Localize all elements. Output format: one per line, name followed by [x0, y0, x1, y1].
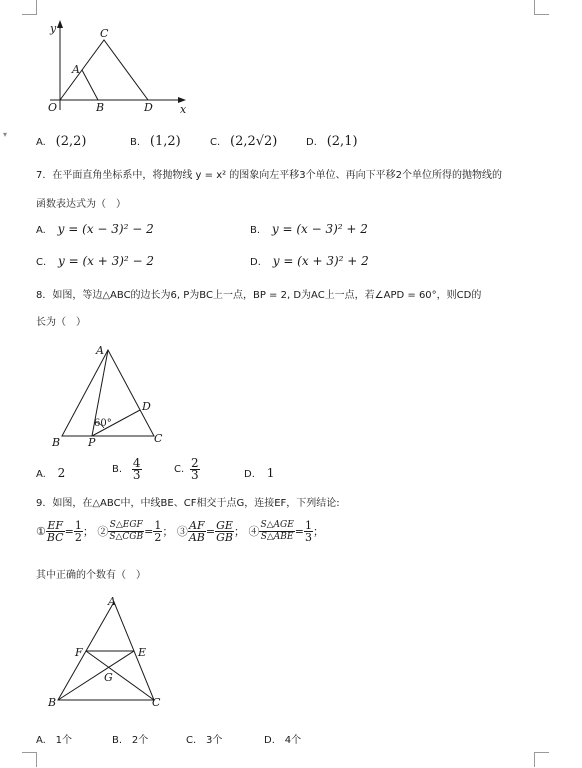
q7-option-b[interactable]: [250, 222, 368, 236]
q6-option-a-value: (2,2): [55, 134, 87, 149]
crop-mark-bottom-left: [22, 752, 37, 767]
q6-option-b[interactable]: [130, 134, 181, 149]
q9-c1-rhs: [74, 520, 83, 543]
q9-c3-lhs: [188, 520, 206, 543]
q9-conclusion-3-mark: ③: [176, 524, 188, 538]
q9-option-d[interactable]: [264, 731, 301, 746]
q8-option-b-numerator: 4: [132, 456, 141, 470]
q9-label-e: E: [138, 646, 147, 659]
q7-option-c-value: y = (x + 3)² − 2: [58, 254, 155, 268]
q9-c3-sep: ；: [233, 524, 245, 538]
q7-option-a[interactable]: [36, 222, 154, 236]
q7-option-d-label: D.: [250, 257, 261, 268]
crop-mark-top-right: [534, 0, 549, 15]
q8-stem-line1: 8．如图，等边△ABC的边长为6, P为BC上一点，BP = 2, D为AC上一点，若∠APD = 60°，则CD的: [36, 290, 482, 301]
q9-conclusion-3: ③ $\frac{AF}{AB}$ = $\frac{GE}{GB}$ ；: [176, 519, 245, 544]
q7-option-c[interactable]: [36, 254, 154, 268]
q9-c3-num: AF: [189, 519, 205, 532]
crop-mark-top-left: [22, 0, 37, 15]
q9-c4-den: S△ABE: [260, 532, 294, 542]
q9-c4-num: S△AGE: [260, 520, 294, 530]
q9-option-b[interactable]: [112, 731, 148, 746]
q6-label-c: C: [100, 27, 109, 40]
q8-triangle-figure: [48, 340, 178, 450]
q8-option-c[interactable]: [174, 458, 200, 481]
q9-c2-lhs: [108, 520, 144, 543]
q9-question: 其中正确的个数有（ ）: [36, 570, 146, 581]
q8-stem-line2: 长为（ ）: [36, 317, 86, 328]
q9-c2-num: S△EGF: [109, 520, 143, 530]
q9-option-c[interactable]: [186, 731, 222, 746]
q8-label-angle: 60°: [94, 418, 112, 429]
q6-label-b: B: [96, 101, 105, 114]
q9-c1-lhs: [46, 520, 65, 543]
q9-c1-rhs-den: 2: [74, 531, 82, 544]
q9-conclusion-1: ① $\frac{EF}{BC}$ = $\frac{1}{2}$ ；: [36, 519, 94, 544]
q8-option-a-label: A.: [36, 469, 46, 480]
q9-c1-den: BC: [46, 531, 64, 544]
q8-option-c-fraction: [190, 458, 200, 481]
q9-conclusion-2: ② $\frac{\text{S△EGF}}{\text{S△CGB}}$ = $\frac{1}{2}$ ；: [97, 519, 174, 544]
q9-c2-rhs-den: 2: [154, 531, 162, 544]
q9-option-c-label: C.: [186, 735, 197, 746]
q6-coordinate-figure: [40, 18, 190, 118]
q6-option-c-label: C.: [210, 137, 221, 148]
q9-conclusion-1-mark: ①: [36, 524, 46, 538]
q6-label-y: y: [50, 22, 57, 35]
q9-c2-rhs: [153, 520, 162, 543]
q9-c3-rhs: [215, 520, 234, 543]
q6-option-a[interactable]: [36, 134, 87, 149]
q6-option-c[interactable]: [210, 134, 277, 149]
q9-c4-rhs: [304, 520, 313, 543]
q8-option-b[interactable]: [112, 458, 142, 481]
q6-option-c-value: (2,2√2): [230, 134, 278, 149]
q9-c1-sep: ；: [82, 524, 94, 538]
q7-option-b-label: B.: [250, 225, 261, 236]
q9-option-b-value: 2个: [131, 735, 149, 746]
q9-option-b-label: B.: [112, 735, 123, 746]
q6-label-a: A: [72, 63, 80, 76]
q9-stem: 9．如图，在△ABC中，中线BE、CF相交于点G，连接EF，下列结论:: [36, 498, 340, 509]
q9-label-g: G: [104, 671, 113, 684]
q9-conclusion-4: ④ $\frac{\text{S△AGE}}{\text{S△ABE}}$ = $\frac{1}{3}$ ；: [248, 519, 325, 544]
q6-label-o: O: [48, 101, 58, 114]
q9-c4-rhs-num: 1: [305, 519, 313, 532]
q8-label-b: B: [52, 436, 61, 449]
q9-label-c: C: [152, 696, 161, 709]
q8-label-d: D: [142, 400, 151, 413]
q9-c3-den: AB: [188, 531, 205, 544]
q9-c2-sep: ；: [162, 524, 174, 538]
q9-conclusion-2-mark: ②: [97, 524, 109, 538]
q7-stem-line1: 7．在平面直角坐标系中，将抛物线 y = x² 的图象向左平移3个单位、再向下平移2个单位所得的抛物线的: [36, 170, 503, 181]
q6-option-d[interactable]: [306, 134, 358, 149]
q6-option-a-label: A.: [36, 137, 46, 148]
q6-option-b-value: (1,2): [149, 134, 181, 149]
q8-option-c-label: C.: [174, 464, 185, 475]
q9-option-a[interactable]: [36, 731, 72, 746]
q9-option-a-value: 1个: [55, 735, 73, 746]
q8-option-c-denominator: 3: [191, 468, 199, 482]
q9-c1-rhs-num: 1: [74, 519, 82, 532]
q9-option-c-value: 3个: [206, 735, 223, 746]
q7-option-c-label: C.: [36, 257, 47, 268]
q8-option-d-value: 1: [266, 466, 275, 480]
q9-c2-den: S△CGB: [109, 532, 144, 542]
q8-option-b-denominator: 3: [132, 468, 141, 482]
q6-option-d-label: D.: [306, 137, 317, 148]
q6-option-d-value: (2,1): [326, 134, 358, 149]
q6-label-x: x: [180, 103, 187, 116]
q8-option-b-label: B.: [112, 464, 123, 475]
q8-label-a: A: [96, 344, 104, 357]
q9-c3-rhs-den: GB: [216, 531, 233, 544]
q9-label-b: B: [48, 696, 57, 709]
q8-option-a[interactable]: [36, 466, 65, 480]
q7-option-a-value: y = (x − 3)² − 2: [57, 222, 154, 236]
q9-c1-num: EF: [47, 519, 64, 532]
q9-c4-lhs: [259, 520, 294, 543]
q9-c3-rhs-num: GE: [216, 519, 233, 532]
crop-mark-bottom-right: [534, 752, 549, 767]
q9-c4-rhs-den: 3: [305, 531, 313, 544]
q9-c2-rhs-num: 1: [154, 519, 162, 532]
q6-option-b-label: B.: [130, 137, 141, 148]
q9-c4-sep: ；: [313, 524, 325, 538]
q9-option-d-value: 4个: [284, 735, 302, 746]
q8-option-b-fraction: [132, 458, 142, 481]
q9-triangle-figure: [46, 594, 176, 710]
q9-label-f: F: [75, 646, 83, 659]
q9-option-d-label: D.: [264, 735, 275, 746]
q6-label-d: D: [144, 101, 153, 114]
margin-arrow-icon: ▾: [3, 130, 8, 139]
q8-label-p: P: [88, 436, 96, 449]
q7-option-d-value: y = (x + 3)² + 2: [272, 254, 369, 268]
q8-option-d[interactable]: [244, 466, 274, 480]
q8-option-a-value: 2: [57, 466, 66, 480]
q7-stem-line2: 函数表达式为（ ）: [36, 199, 126, 210]
q8-option-c-numerator: 2: [191, 456, 199, 470]
q7-option-b-value: y = (x − 3)² + 2: [271, 222, 368, 236]
q7-option-d[interactable]: [250, 254, 369, 268]
q8-option-d-label: D.: [244, 469, 255, 480]
q9-option-a-label: A.: [36, 735, 46, 746]
q9-label-a: A: [108, 595, 116, 608]
q9-conclusions: [36, 520, 324, 543]
q7-option-a-label: A.: [36, 225, 46, 236]
q8-label-c: C: [154, 432, 163, 445]
q9-conclusion-4-mark: ④: [248, 524, 260, 538]
